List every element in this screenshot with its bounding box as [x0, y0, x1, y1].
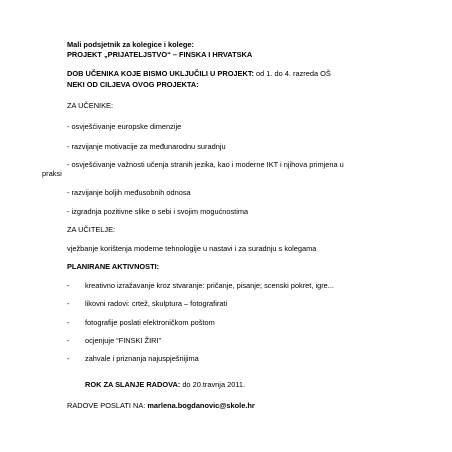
- teachers-item: vježbanje korištenja moderne tehnologije u nastavi i za suradnju s kolegama: [67, 244, 317, 253]
- email-address: marlena.bogdanovic@skole.hr: [147, 401, 255, 410]
- activity-item: zahvale i priznanja najuspješnijima: [85, 354, 199, 363]
- activity-item: ocjenjuje “FINSKI ŽIRI”: [85, 336, 161, 345]
- deadline-label: ROK ZA SLANJE RADOVA:: [85, 380, 181, 389]
- students-item: - razvijanje boljih međusobnih odnosa: [67, 188, 191, 197]
- students-item-continued: praksi: [42, 169, 62, 178]
- goals-heading: NEKI OD CILJEVA OVOG PROJEKTA:: [67, 80, 199, 89]
- send-label: RADOVE POSLATI NA:: [67, 401, 148, 410]
- students-item: - osvješćivanje važnosti učenja stranih jezika, kao i moderne IKT i njihova primjena u: [67, 160, 344, 169]
- activities-heading: PLANIRANE AKTIVNOSTI:: [67, 262, 160, 271]
- age-value: od 1. do 4. razreda OŠ: [253, 69, 331, 78]
- activity-item: fotografije poslati elektroničkom poštom: [85, 318, 215, 327]
- send-line: [67, 401, 255, 410]
- age-line: [67, 69, 331, 78]
- students-item: - razvijanje motivacije za međunarodnu suradnju: [67, 142, 226, 151]
- activity-dash: -: [67, 299, 70, 308]
- students-item: - osvješćivanje europske dimenzije: [67, 122, 182, 131]
- project-title: PROJEKT „PRIJATELJSTVO“ – FINSKA I HRVATSKA: [67, 50, 253, 59]
- teachers-heading: ZA UČITELJE:: [67, 225, 116, 234]
- activity-dash: -: [67, 281, 70, 290]
- activity-item: likovni radovi: crtež, skulptura – fotografirati: [85, 299, 228, 308]
- students-heading: ZA UČENIKE:: [67, 101, 113, 110]
- intro-line: Mali podsjetnik za kolegice i kolege:: [67, 40, 194, 49]
- activity-dash: -: [67, 318, 70, 327]
- activity-dash: -: [67, 336, 70, 345]
- deadline-value: do 20.travnja 2011.: [180, 380, 246, 389]
- activity-dash: -: [67, 354, 70, 363]
- activity-item: kreativno izražavanje kroz stvaranje: pričanje, pisanje; scenski pokret, igre...: [85, 281, 334, 290]
- students-item: - izgradnja pozitivne slike o sebi i svojim mogućnostima: [67, 207, 249, 216]
- age-label: DOB UČENIKA KOJE BISMO UKLJUČILI U PROJEKT:: [67, 69, 254, 78]
- deadline-line: [85, 380, 245, 389]
